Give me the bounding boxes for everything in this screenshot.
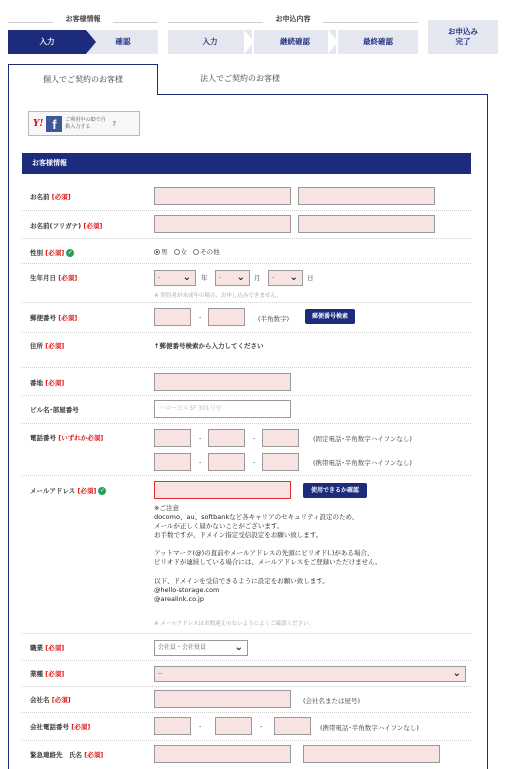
phone-mobile-hint: (携帯電話･半角数字ハイフンなし) xyxy=(313,459,412,467)
info-line: メールが正しく届かないことがございます。 xyxy=(154,522,284,531)
step-complete: お申込み 完了 xyxy=(428,20,498,54)
phone-fixed-1[interactable] xyxy=(154,429,191,447)
autofill-button[interactable] xyxy=(28,111,140,136)
divider xyxy=(22,633,471,634)
radio-female[interactable] xyxy=(174,249,180,255)
tab-corporate[interactable]: 法人でご契約のお客様 xyxy=(200,74,280,83)
divider xyxy=(22,686,471,687)
step-input-customer xyxy=(8,30,86,54)
check-icon: ✓ xyxy=(99,487,105,494)
month-label: 月 xyxy=(254,274,261,282)
label-emergency: 緊急連絡先 氏名 [必須] xyxy=(30,751,104,759)
info-line: @arealink.co.jp xyxy=(154,594,204,603)
label-phone: 電話番号 [いずれか必須] xyxy=(30,434,104,442)
autofill-text: ご利用中のIDで自動入力する xyxy=(65,117,106,130)
label-occupation: 職業 [必須] xyxy=(30,644,65,652)
hyphen: - xyxy=(199,458,202,466)
divider xyxy=(22,302,471,303)
divider xyxy=(22,712,471,713)
info-line: アットマーク(@)の直前やメールアドレスの先頭にピリオド(.)がある場合、 xyxy=(154,549,374,558)
email-check-button[interactable]: 使用できるか確認 xyxy=(303,483,367,498)
step-input-application xyxy=(168,30,252,54)
company-phone-3[interactable] xyxy=(274,717,311,735)
hyphen: - xyxy=(199,313,202,321)
check-icon: ✓ xyxy=(67,249,73,256)
last-name-kana-input[interactable] xyxy=(154,215,291,233)
divider xyxy=(22,332,471,333)
email-input[interactable] xyxy=(154,481,291,499)
hyphen: - xyxy=(253,434,256,442)
step-label: 入力 xyxy=(202,37,218,46)
birth-day-select[interactable]: - ⌄ xyxy=(268,270,303,286)
day-label: 日 xyxy=(307,274,314,282)
label-birthday: 生年月日 [必須] xyxy=(30,274,78,282)
chevron-down-icon: ⌄ xyxy=(234,642,243,653)
emergency-last-name[interactable] xyxy=(154,745,291,763)
step-label: 継続確認 xyxy=(280,37,310,46)
chevron-down-icon: ⌄ xyxy=(182,272,191,283)
hyphen: - xyxy=(253,458,256,466)
phone-mobile-1[interactable] xyxy=(154,453,191,471)
divider xyxy=(22,660,471,661)
divider xyxy=(22,263,471,264)
banchi-input[interactable] xyxy=(154,373,291,391)
label-company: 会社名 [必須] xyxy=(30,696,71,704)
step-label: 入力 xyxy=(39,37,55,46)
info-line: docomo、au、softbankなど各キャリアのセキュリティ設定のため、 xyxy=(154,513,359,522)
divider xyxy=(22,367,471,368)
yahoo-icon: Y! xyxy=(33,118,44,129)
email-note: ※ メールアドレスはお間違えのないようによくご確認ください。 xyxy=(154,621,315,627)
emergency-first-name[interactable] xyxy=(303,745,440,763)
company-phone-hint: (携帯電話･半角数字ハイフンなし) xyxy=(320,724,419,732)
step-continue-confirm xyxy=(254,30,336,54)
email-info xyxy=(154,504,454,604)
radio-other[interactable] xyxy=(193,249,199,255)
phone-mobile-2[interactable] xyxy=(208,453,245,471)
building-input[interactable]: ハロービル3F 301号室 xyxy=(154,400,291,418)
info-line: ※ご注意 xyxy=(154,504,179,512)
label-building: ビル名･部屋番号 xyxy=(30,406,79,414)
label-name: お名前 [必須] xyxy=(30,193,71,201)
last-name-input[interactable] xyxy=(154,187,291,205)
postal-search-button[interactable]: 郵便番号検索 xyxy=(305,309,355,324)
company-phone-1[interactable] xyxy=(154,717,191,735)
facebook-icon: f xyxy=(46,116,62,132)
step-confirm-customer xyxy=(88,30,158,54)
year-label: 年 xyxy=(201,274,208,282)
divider xyxy=(22,423,471,424)
info-line: ピリオドが連続している場合には、メールアドレスをご登録いただけません。 xyxy=(154,558,382,567)
info-line: @hello-storage.com xyxy=(154,585,220,594)
industry-select[interactable]: -- ⌄ xyxy=(154,666,466,682)
hyphen: - xyxy=(199,722,202,730)
company-input[interactable] xyxy=(154,690,291,708)
label-banchi: 番地 [必須] xyxy=(30,379,65,387)
birth-month-select[interactable]: - ⌄ xyxy=(215,270,250,286)
contract-type-tabs xyxy=(8,64,488,94)
divider xyxy=(22,238,471,239)
company-phone-2[interactable] xyxy=(215,717,252,735)
hyphen: - xyxy=(260,722,263,730)
divider xyxy=(22,740,471,741)
first-name-input[interactable] xyxy=(298,187,435,205)
label-gender: 性別 [必須] ✓ xyxy=(30,249,73,257)
postal-code-2[interactable] xyxy=(208,308,245,326)
company-hint: (会社名または屋号) xyxy=(303,697,361,705)
postal-hint: (半角数字) xyxy=(258,315,290,323)
info-line: 以下、ドメインを受信できるように設定をお願い致します。 xyxy=(154,576,329,585)
tab-personal[interactable]: 個人でご契約のお客様 xyxy=(8,64,158,95)
radio-male[interactable] xyxy=(154,249,160,255)
phone-fixed-2[interactable] xyxy=(208,429,245,447)
chevron-down-icon: ⌄ xyxy=(452,668,461,679)
progress-steps xyxy=(8,14,498,60)
postal-code-1[interactable] xyxy=(154,308,191,326)
hyphen: - xyxy=(199,434,202,442)
label-address: 住所 [必須] xyxy=(30,342,65,350)
label-industry: 業種 [必須] xyxy=(30,670,65,678)
label-postal: 郵便番号 [必須] xyxy=(30,314,78,322)
step-label: 最終確認 xyxy=(363,37,393,46)
help-icon[interactable]: ? xyxy=(112,119,117,128)
phone-mobile-3[interactable] xyxy=(262,453,299,471)
divider xyxy=(22,210,471,211)
label-name-kana: お名前(フリガナ) [必須] xyxy=(30,222,103,230)
birth-year-select[interactable]: - ⌄ xyxy=(154,270,196,286)
info-line: お手数ですが、ドメイン指定受信設定をお願い致します。 xyxy=(154,531,323,540)
divider xyxy=(22,475,471,476)
address-message: ↑郵便番号検索から入力してください xyxy=(154,342,264,350)
step-label: 確認 xyxy=(115,37,131,46)
first-name-kana-input[interactable] xyxy=(298,215,435,233)
phone-fixed-hint: (固定電話･半角数字ハイフンなし) xyxy=(313,435,412,443)
section-title: お客様情報 xyxy=(22,153,471,174)
chevron-down-icon: ⌄ xyxy=(289,272,298,283)
birthday-note: ※ 契約者が未成年の場合、お申し込みできません。 xyxy=(154,293,282,299)
gender-options: 男 女 その他 xyxy=(154,247,220,256)
chevron-down-icon: ⌄ xyxy=(236,272,245,283)
step-final-confirm xyxy=(338,30,418,54)
occupation-select[interactable]: 会社員・会社役員 ⌄ xyxy=(154,640,248,656)
label-email: メールアドレス [必須] ✓ xyxy=(30,487,105,495)
phone-fixed-3[interactable] xyxy=(262,429,299,447)
label-company-phone: 会社電話番号 [必須] xyxy=(30,723,91,731)
group-label-customer: お客様情報 xyxy=(53,14,113,24)
divider xyxy=(22,395,471,396)
group-label-application: お申込内容 xyxy=(263,14,323,24)
